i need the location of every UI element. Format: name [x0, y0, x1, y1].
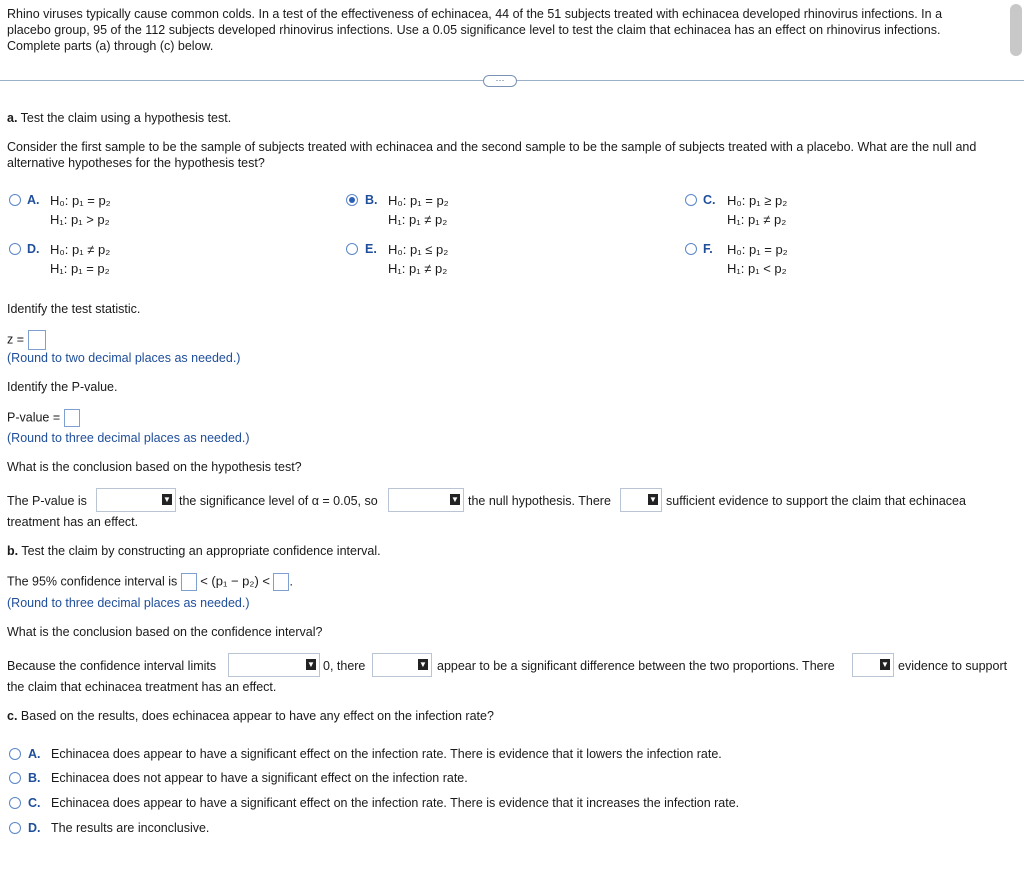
radio-c-c[interactable] — [9, 797, 21, 809]
part-a-question-line-1: Consider the first sample to be the sample of subjects treated with echinacea and the second sample to be the sample of subjects treated with a placebo. What are the null and — [7, 140, 977, 154]
chevron-down-icon: ▼ — [451, 495, 459, 504]
option-e-h1: H₁: p₁ ≠ p₂ — [388, 261, 448, 276]
option-d-letter: D. — [27, 242, 40, 256]
radio-c[interactable] — [685, 194, 697, 206]
option-d-h1: H₁: p₁ = p₂ — [50, 261, 110, 276]
radio-b[interactable] — [346, 194, 358, 206]
ci-label: The 95% confidence interval is — [7, 574, 178, 589]
radio-c-d[interactable] — [9, 822, 21, 834]
chevron-down-icon: ▼ — [649, 495, 657, 504]
ci-row — [7, 573, 293, 591]
effect-option-d-letter: D. — [28, 821, 41, 835]
option-f-h0: H₀: p₁ = p₂ — [727, 242, 788, 257]
z-input[interactable] — [28, 330, 46, 350]
concl-a-text-2: the significance level of α = 0.05, so — [179, 494, 378, 508]
test-stat-prompt: Identify the test statistic. — [7, 302, 141, 316]
chevron-down-icon: ▼ — [881, 660, 889, 669]
option-c-h0: H₀: p₁ ≥ p₂ — [727, 193, 788, 208]
part-c-heading — [7, 709, 494, 723]
part-a-heading-letter: a. — [7, 111, 18, 125]
chevron-down-icon: ▼ — [163, 495, 171, 504]
effect-option-b-text: Echinacea does not appear to have a significant effect on the infection rate. — [51, 771, 468, 785]
effect-option-a-letter: A. — [28, 747, 41, 761]
pvalue-prompt: Identify the P-value. — [7, 380, 118, 394]
concl-a-text-4: sufficient evidence to support the claim that echinacea — [666, 494, 966, 508]
pvalue-hint: (Round to three decimal places as needed.) — [7, 431, 250, 445]
chevron-down-icon: ▼ — [419, 660, 427, 669]
option-d-h0: H₀: p₁ ≠ p₂ — [50, 242, 111, 257]
concl-b-text-2: 0, there — [323, 659, 366, 673]
part-b-heading-letter: b. — [7, 544, 19, 558]
radio-a[interactable] — [9, 194, 21, 206]
option-b-h1: H₁: p₁ ≠ p₂ — [388, 212, 448, 227]
part-c-heading-text: Based on the results, does echinacea appear to have any effect on the infection rate? — [17, 709, 494, 723]
concl-a-text-5: treatment has an effect. — [7, 515, 139, 529]
concl-b-text-1: Because the confidence interval limits — [7, 659, 217, 673]
radio-f[interactable] — [685, 243, 697, 255]
option-e-letter: E. — [365, 242, 377, 256]
pvalue-input[interactable] — [64, 409, 80, 427]
z-row — [7, 330, 46, 350]
option-c-h1: H₁: p₁ ≠ p₂ — [727, 212, 787, 227]
radio-c-b[interactable] — [9, 772, 21, 784]
effect-option-c-text: Echinacea does appear to have a significant effect on the infection rate. There is evidence that it increases the infection rate. — [51, 796, 740, 810]
concl-b-text-3: appear to be a significant difference between the two proportions. There — [437, 659, 835, 673]
ci-end: . — [289, 574, 293, 589]
more-button[interactable]: ··· — [483, 75, 517, 87]
part-c-heading-letter: c. — [7, 709, 18, 723]
null-decision-dropdown[interactable] — [388, 488, 464, 512]
scrollbar-thumb[interactable] — [1010, 4, 1022, 56]
conclusion-prompt-a: What is the conclusion based on the hypothesis test? — [7, 460, 302, 474]
radio-c-a[interactable] — [9, 748, 21, 760]
effect-option-b-letter: B. — [28, 771, 41, 785]
concl-a-text-3: the null hypothesis. There — [468, 494, 611, 508]
problem-text-line-2: placebo group, 95 of the 112 subjects developed rhinovirus infections. Use a 0.05 significance level to test the claim that echinacea has an effect on rhinovirus infections. — [7, 23, 941, 37]
part-b-heading — [7, 544, 381, 558]
effect-option-c-letter: C. — [28, 796, 41, 810]
option-a-h0: H₀: p₁ = p₂ — [50, 193, 111, 208]
radio-d[interactable] — [9, 243, 21, 255]
ci-lower-input[interactable] — [181, 573, 197, 591]
option-a-letter: A. — [27, 193, 40, 207]
part-a-question-line-2: alternative hypotheses for the hypothesis test? — [7, 156, 265, 170]
ci-middle: < (p₁ − p₂) < — [200, 573, 270, 589]
option-b-letter: B. — [365, 193, 378, 207]
conclusion-prompt-b: What is the conclusion based on the confidence interval? — [7, 625, 323, 639]
part-b-heading-text: Test the claim by constructing an appropriate confidence interval. — [18, 544, 381, 558]
pvalue-label: P-value = — [7, 410, 61, 425]
ci-hint: (Round to three decimal places as needed.) — [7, 596, 250, 610]
pvalue-row — [7, 409, 80, 427]
concl-a-text-1: The P-value is — [7, 494, 87, 508]
pvalue-comparison-dropdown[interactable] — [96, 488, 176, 512]
option-f-h1: H₁: p₁ < p₂ — [727, 261, 787, 276]
ci-upper-input[interactable] — [273, 573, 289, 591]
chevron-down-icon: ▼ — [307, 660, 315, 669]
effect-option-a-text: Echinacea does appear to have a significant effect on the infection rate. There is evidence that it lowers the infection rate. — [51, 747, 722, 761]
concl-b-text-4: evidence to support — [898, 659, 1008, 673]
part-a-heading-text: Test the claim using a hypothesis test. — [17, 111, 232, 125]
radio-e[interactable] — [346, 243, 358, 255]
effect-option-d-text: The results are inconclusive. — [51, 821, 210, 835]
evidence-dropdown-a[interactable] — [620, 488, 662, 512]
option-e-h0: H₀: p₁ ≤ p₂ — [388, 242, 449, 257]
option-b-h0: H₀: p₁ = p₂ — [388, 193, 449, 208]
option-f-letter: F. — [703, 242, 713, 256]
problem-text-line-1: Rhino viruses typically cause common colds. In a test of the effectiveness of echinacea, 44 of the 51 subjects treated with echinacea developed rhinovirus infections. In a — [7, 7, 943, 21]
problem-text-line-3: Complete parts (a) through (c) below. — [7, 39, 214, 53]
option-a-h1: H₁: p₁ > p₂ — [50, 212, 110, 227]
concl-b-text-5: the claim that echinacea treatment has an effect. — [7, 680, 277, 694]
z-label: z = — [7, 332, 25, 347]
evidence-dropdown-b[interactable] — [852, 653, 894, 677]
z-hint: (Round to two decimal places as needed.) — [7, 351, 241, 365]
ci-limits-dropdown[interactable] — [228, 653, 320, 677]
difference-dropdown[interactable] — [372, 653, 432, 677]
part-a-heading — [7, 111, 231, 125]
option-c-letter: C. — [703, 193, 716, 207]
